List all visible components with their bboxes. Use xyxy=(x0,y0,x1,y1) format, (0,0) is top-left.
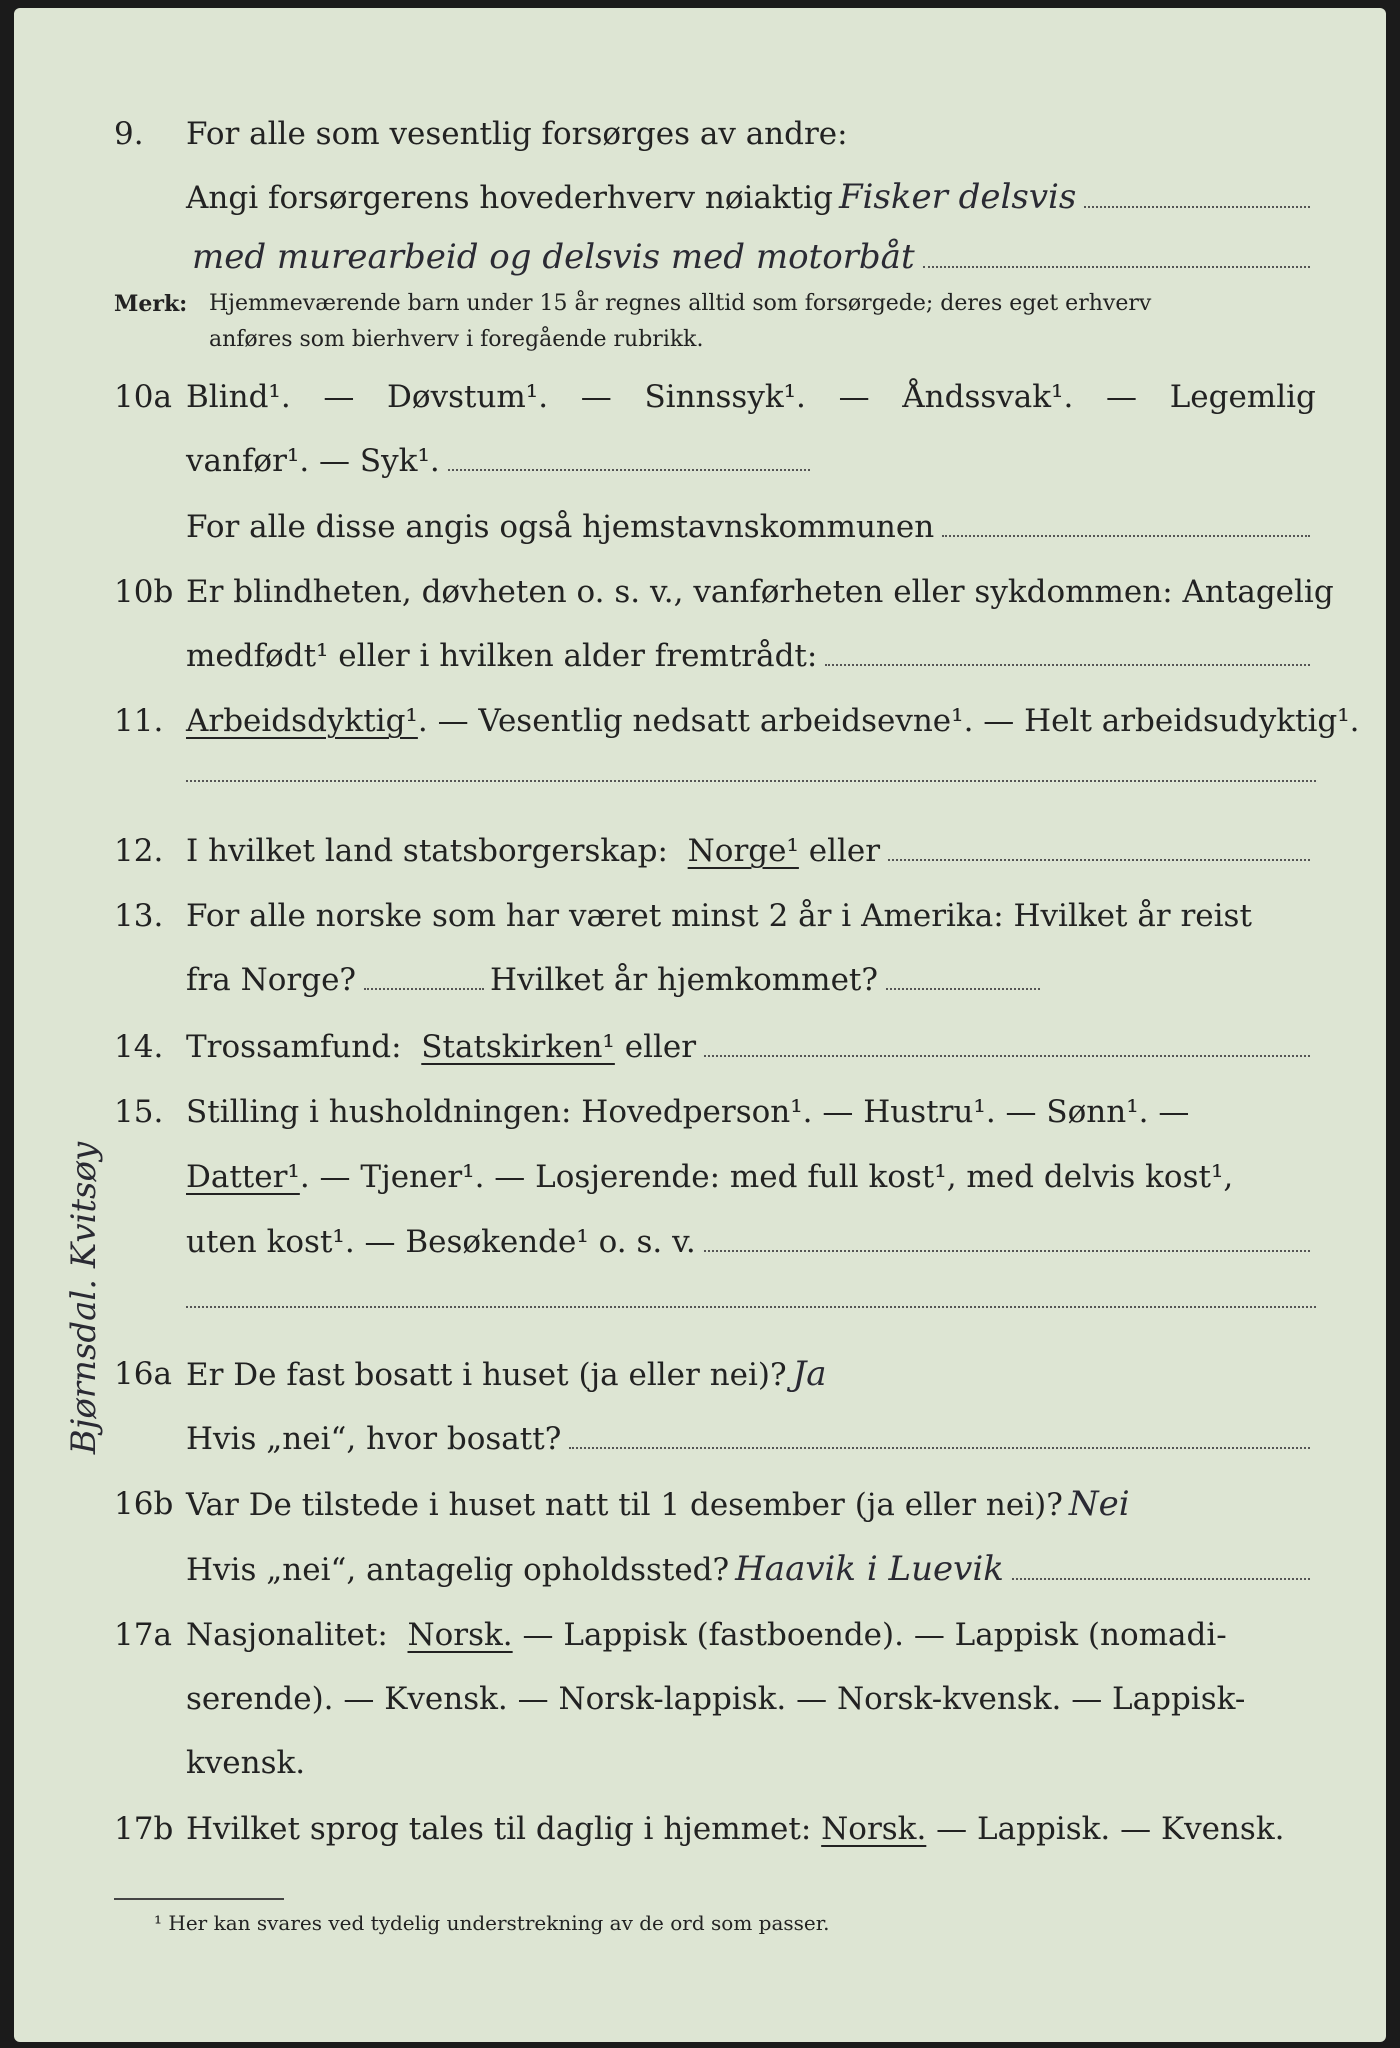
option-dovstum[interactable]: Døvstum¹. xyxy=(387,379,549,415)
q12-citizenship-field[interactable]: I hvilket land statsborgerskap: Norge¹ eller xyxy=(186,820,1316,882)
option-norsk-language-selected[interactable]: Norsk. xyxy=(821,1811,927,1847)
q17b-row xyxy=(14,1798,1386,1860)
q9-number: 9. xyxy=(114,116,144,152)
margin-handwritten-note: Bjørnsdal. Kvitsøy xyxy=(64,1141,104,1455)
q15-row-3 xyxy=(14,1211,1386,1273)
footnote: ¹ Her kan svares ved tydelig understrekning av de ord som passer. xyxy=(154,1911,830,1935)
option-norge-selected[interactable]: Norge¹ xyxy=(687,833,799,869)
q12-row xyxy=(14,820,1386,882)
q10b-row-2 xyxy=(14,625,1386,687)
q9-row-3 xyxy=(14,226,1386,288)
q14-number: 14. xyxy=(114,1029,164,1065)
q12-number: 12. xyxy=(114,833,164,869)
merk-line-2: anføres som bierhverv i foregående rubrikk. xyxy=(209,327,704,352)
q16a-row-1 xyxy=(14,1343,1386,1405)
q17a-row-2 xyxy=(14,1668,1386,1730)
option-andssvak[interactable]: Åndssvak¹. xyxy=(902,379,1074,415)
q9-handwritten-answer-2: med murearbeid og delsvis med motorbåt xyxy=(192,237,915,277)
q16b-present-field[interactable]: Var De tilstede i huset natt til 1 desember (ja eller nei)? Nei xyxy=(186,1473,1316,1536)
q13-question: For alle norske som har været minst 2 år i Amerika: Hvilket år reist xyxy=(186,898,1252,934)
q11-options: Arbeidsdyktig¹ . — Vesentlig nedsatt arbeidsevne¹. — Helt arbeidsudyktig¹. xyxy=(186,690,1316,752)
q13-number: 13. xyxy=(114,898,164,934)
option-arbeidsdyktig-selected[interactable]: Arbeidsdyktig¹ xyxy=(186,703,418,739)
q13-years-fields[interactable]: fra Norge? Hvilket år hjemkommet? xyxy=(186,949,1046,1011)
q10b-age-field[interactable]: medfødt¹ eller i hvilken alder fremtrådt: xyxy=(186,625,1316,687)
q11-blank-line[interactable] xyxy=(186,780,1316,782)
q16a-resident-field[interactable]: Er De fast bosatt i huset (ja eller nei)? Ja xyxy=(186,1343,1316,1406)
q17a-options-1: Nasjonalitet: Norsk. — Lappisk (fastboende). — Lappisk (nomadi- xyxy=(186,1604,1316,1666)
q15-row-1 xyxy=(14,1081,1386,1143)
q10a-options: Blind¹. — Døvstum¹. — Sinnssyk¹. — Åndssvak¹. — Legemlig xyxy=(186,366,1316,428)
q10a-syk-field[interactable]: vanfør¹. — Syk¹. xyxy=(186,430,816,492)
merk-label: Merk: xyxy=(114,291,188,317)
q10a-row-1 xyxy=(14,366,1386,428)
q15-options-1: Stilling i husholdningen: Hovedperson¹. — Hustru¹. — Sønn¹. — xyxy=(186,1094,1190,1130)
q16b-location-field[interactable]: Hvis „nei“, antagelig opholdssted? Haavik i Luevik xyxy=(186,1538,1316,1601)
q17a-row-3 xyxy=(14,1732,1386,1794)
q17b-options: Hvilket sprog tales til daglig i hjemmet: Norsk. — Lappisk. — Kvensk. xyxy=(186,1798,1316,1860)
option-blind[interactable]: Blind¹. xyxy=(186,379,291,415)
merk-line-1: Hjemmeværende barn under 15 år regnes alltid som forsørgede; deres eget erhverv xyxy=(209,291,1152,316)
q13-row-2 xyxy=(14,949,1386,1011)
q10a-row-2 xyxy=(14,430,1386,492)
q9-handwritten-answer-1: Fisker delsvis xyxy=(838,177,1077,217)
q9-provider-field[interactable]: Angi forsørgerens hovederhverv nøiaktig Fisker delsvis xyxy=(186,166,1316,229)
q15-number: 15. xyxy=(114,1094,164,1130)
q17a-options-3: kvensk. xyxy=(186,1745,306,1781)
q13-row-1 xyxy=(14,885,1386,947)
q11-row xyxy=(14,690,1386,752)
q15-options-2: Datter¹ . — Tjener¹. — Losjerende: med full kost¹, med delvis kost¹, xyxy=(186,1146,1316,1208)
q17a-options-2: serende). — Kvensk. — Norsk-lappisk. — Norsk-kvensk. — Lappisk- xyxy=(186,1681,1246,1717)
q16a-handwritten-answer: Ja xyxy=(792,1354,827,1394)
q16b-row-1 xyxy=(14,1473,1386,1535)
q15-row-2 xyxy=(14,1146,1386,1208)
q16b-number: 16b xyxy=(114,1486,174,1522)
q16b-handwritten-answer-1: Nei xyxy=(1068,1484,1130,1524)
q16b-handwritten-answer-2: Haavik i Luevik xyxy=(735,1549,1004,1589)
q14-faith-field[interactable]: Trossamfund: Statskirken¹ eller xyxy=(186,1016,1316,1078)
q16a-row-2 xyxy=(14,1408,1386,1470)
q9-provider-field-continued[interactable] xyxy=(186,226,1316,288)
q10b-number: 10b xyxy=(114,574,174,610)
q16a-residence-field[interactable]: Hvis „nei“, hvor bosatt? xyxy=(186,1408,1316,1470)
q11-number: 11. xyxy=(114,703,164,739)
q14-row xyxy=(14,1016,1386,1078)
option-sinnssyk[interactable]: Sinnssyk¹. xyxy=(644,379,806,415)
q15-options-3[interactable]: uten kost¹. — Besøkende¹ o. s. v. xyxy=(186,1211,1316,1273)
option-datter-selected[interactable]: Datter¹ xyxy=(186,1159,300,1195)
q17a-number: 17a xyxy=(114,1617,172,1653)
q17b-number: 17b xyxy=(114,1811,174,1847)
q9-question: For alle som vesentlig forsørges av andre: xyxy=(186,116,848,152)
q15-blank-line[interactable] xyxy=(186,1306,1316,1308)
option-legemlig[interactable]: Legemlig xyxy=(1169,379,1316,415)
q16a-number: 16a xyxy=(114,1356,172,1392)
q10a-number: 10a xyxy=(114,379,172,415)
option-statskirken-selected[interactable]: Statskirken¹ xyxy=(421,1029,615,1065)
q16b-row-2 xyxy=(14,1538,1386,1600)
q10a-hjemstavn-field[interactable]: For alle disse angis også hjemstavnskommunen xyxy=(186,496,1316,558)
q9-row-2 xyxy=(14,166,1386,228)
footnote-divider xyxy=(114,1898,284,1900)
q17a-row-1 xyxy=(14,1604,1386,1666)
q10b-row-1 xyxy=(14,561,1386,623)
q10a-row-3 xyxy=(14,496,1386,558)
census-form-page xyxy=(14,8,1386,2042)
option-norsk-selected[interactable]: Norsk. xyxy=(407,1617,513,1653)
q10b-question: Er blindheten, døvheten o. s. v., vanførheten eller sykdommen: Antagelig xyxy=(186,574,1334,610)
q9-row-1 xyxy=(14,103,1386,165)
